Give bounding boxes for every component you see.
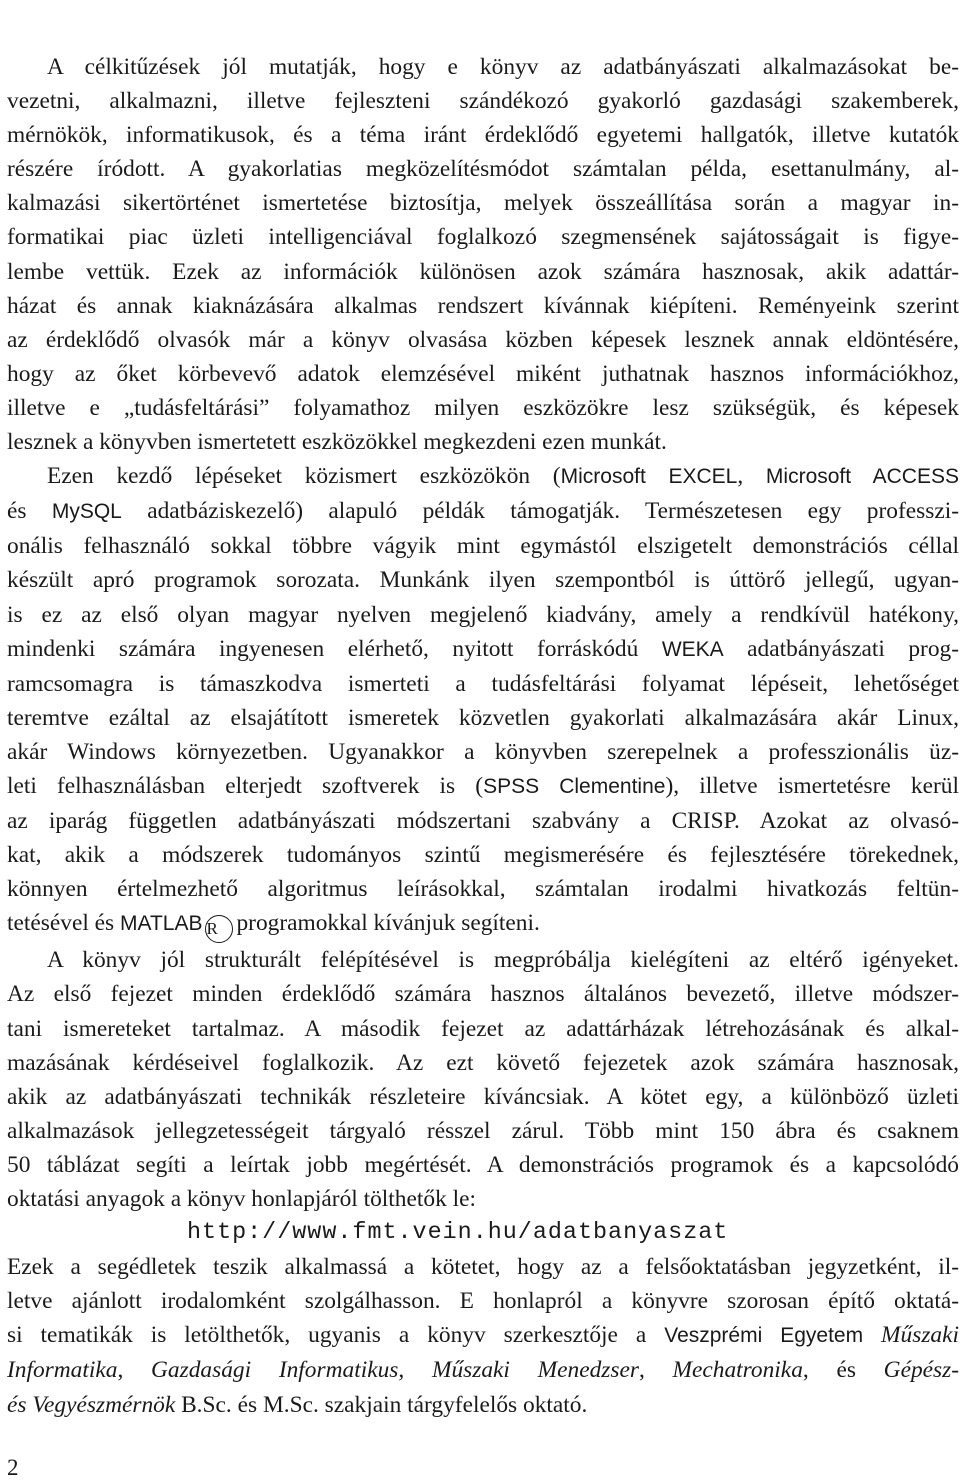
software-name: MATLAB (120, 912, 203, 936)
software-name: Microsoft EXCEL (560, 465, 738, 489)
program-name: Informatika (7, 1357, 118, 1384)
text-span: , (117, 1357, 152, 1384)
text-line (7, 494, 959, 529)
text-span: B.Sc. és M.Sc. szakjain tárgyfelelős oktató. (175, 1391, 588, 1418)
text-line: oktatási anyagok a könyv honlapjáról tölthetők le: (7, 1186, 477, 1212)
text-line: Ezek a segédletek teszik alkalmassá a kötetet, hogy az a felsőoktatásban jegyzetként, il- (7, 1254, 959, 1281)
text-span: leti felhasználásban elterjedt szoftverek is ( (7, 772, 484, 799)
text-line: 50 táblázat segíti a leírtak jobb megértését. A demonstrációs programok és a kapcsolódó (7, 1151, 959, 1178)
text-line (7, 1353, 959, 1387)
text-span: és (7, 498, 52, 525)
text-span: ), illetve ismertetésre kerül (665, 772, 959, 799)
text-line: teremtve ezáltal az elsajátított ismeretek közvetlen gyakorlati alkalmazására akár Linux, (7, 704, 959, 731)
software-name: Microsoft ACCESS (765, 465, 959, 489)
text-line: az érdeklődő olvasók már a könyv olvasása közben képesek lesznek annak eldöntésére, (7, 326, 959, 353)
text-span: Ezen kezdő lépéseket közismert eszközökön ( (47, 463, 561, 490)
text-span: tetésével és (7, 910, 121, 937)
text-line: hogy az őket körbevevő adatok elemzésével miként juthatnak hasznos információkhoz, (7, 360, 959, 387)
text-line: kalmazási sikertörténet ismertetése biztosítja, melyek összeállítása során a magyar in- (7, 190, 959, 217)
text-line: alkalmazások jellegzetességeit tárgyaló résszel zárul. Több mint 150 ábra és csaknem (7, 1117, 959, 1144)
paragraph-3 (7, 943, 959, 1250)
text-line: akár Windows környezetben. Ugyanakkor a könyvben szerepelnek a professzionális üz- (7, 738, 959, 765)
text-span: , és (802, 1357, 884, 1384)
text-span: adatbányászati prog- (723, 635, 960, 662)
text-line (7, 632, 959, 667)
text-line: lesznek a könyvben ismertetett eszközökkel megkezdeni ezen munkát. (7, 429, 667, 456)
text-line (7, 906, 959, 943)
text-line: mérnökök, informatikusok, és a téma iránt érdeklődő egyetemi hallgatók, illetve kutatók (7, 122, 959, 149)
program-name: Mechatronika (672, 1357, 803, 1384)
text-line: könnyen értelmezhető algoritmus leírásokkal, számtalan irodalmi hivatkozás feltün- (7, 876, 959, 903)
text-line (7, 459, 959, 494)
software-name: WEKA (661, 637, 724, 661)
text-line: készült apró programok sorozata. Munkánk ilyen szempontból is úttörő jellegű, ugyan- (7, 567, 959, 594)
text-span: mindenki számára ingyenesen elérhető, nyitott forráskódú (7, 635, 662, 662)
program-name: és Vegyészmérnök (7, 1391, 176, 1418)
text-line: részére íródott. A gyakorlatias megközelítésmódot számtalan példa, esettanulmány, al- (7, 156, 959, 183)
page-body (7, 50, 959, 1422)
paragraph-1 (7, 50, 959, 459)
text-line: onális felhasználó sokkal többre vágyik mint egymástól elszigetelt demonstrációs céllal (7, 533, 959, 560)
text-line: A célkitűzések jól mutatják, hogy e könyv az adatbányászati alkalmazásokat be- (47, 54, 959, 80)
paragraph-2 (7, 459, 959, 943)
text-line: ramcsomagra is támaszkodva ismerteti a tudásfeltárási folyamat lépéseit, lehetőséget (7, 670, 959, 697)
text-line: mazásának kérdéseivel foglalkozik. Az ezt követő fejezetek azok számára hasznosak, (7, 1049, 959, 1076)
text-line: illetve e „tudásfeltárási” folyamathoz milyen eszközökre lesz szükségük, és képesek (7, 394, 959, 421)
text-line: akik az adatbányászati technikák részleteire kíváncsiak. A kötet egy, a különböző üzleti (7, 1083, 959, 1110)
text-line: formatikai piac üzleti intelligenciával foglalkozó szegmensének sajátosságait is figye- (7, 224, 959, 251)
text-span: programokkal kívánjuk segíteni. (236, 910, 540, 937)
text-line: lembe vettük. Ezek az információk különösen azok számára hasznosak, akik adattár- (7, 258, 959, 285)
text-span: Műszaki (863, 1322, 959, 1349)
text-line: is ez az első olyan magyar nyelven megjelenő kiadvány, amely a rendkívül hatékony, (7, 601, 959, 628)
text-line (7, 1318, 959, 1353)
text-line: tani ismereteket tartalmaz. A második fejezet az adattárházak létrehozásának és alkal- (7, 1015, 959, 1042)
program-name: Gazdasági Informatikus (151, 1357, 399, 1384)
text-line: kat, akik a módszerek tudományos szintű megismerésére és fejlesztésére törekednek, (7, 842, 959, 869)
text-line (7, 769, 959, 804)
text-line: az iparág független adatbányászati módszertani szabvány a CRISP. Azokat az olvasó- (7, 808, 959, 835)
website-url[interactable]: http://www.fmt.vein.hu/adatbanyaszat (187, 1220, 729, 1247)
text-span: , (398, 1357, 432, 1384)
program-name: Műszaki Menedzser (431, 1357, 639, 1384)
text-line: letve ajánlott irodalomként szolgálhasson. E honlapról a könyvre szorosan építő oktatá- (7, 1288, 959, 1315)
paragraph-4 (7, 1250, 959, 1421)
text-line: házat és annak kiaknázására alkalmas rendszert kívánnak kiépíteni. Reményeink szerint (7, 292, 959, 319)
text-span: adatbáziskezelő) alapuló példák támogatják. Természetesen egy professzi- (121, 498, 959, 525)
text-span: , (737, 463, 766, 490)
text-span: si tematikák is letölthetők, ugyanis a könyv szerkesztője a (7, 1322, 665, 1349)
software-name: MySQL (51, 500, 122, 524)
page-number: 2 (7, 1455, 19, 1480)
registered-mark-icon: R (205, 915, 233, 943)
text-line (7, 1388, 959, 1422)
software-name: SPSS Clementine (483, 774, 666, 798)
university-name: Veszprémi Egyetem (664, 1324, 864, 1348)
text-line: vezetni, alkalmazni, illetve fejleszteni szándékozó gyakorló gazdasági szakemberek, (7, 88, 959, 115)
program-name: Gépész- (883, 1357, 960, 1384)
text-span: , (638, 1357, 673, 1384)
text-line: Az első fejezet minden érdeklődő számára hasznos általános bevezető, illetve módszer- (7, 981, 959, 1008)
text-line: A könyv jól strukturált felépítésével is megpróbálja kielégíteni az eltérő igényeket. (47, 947, 959, 974)
